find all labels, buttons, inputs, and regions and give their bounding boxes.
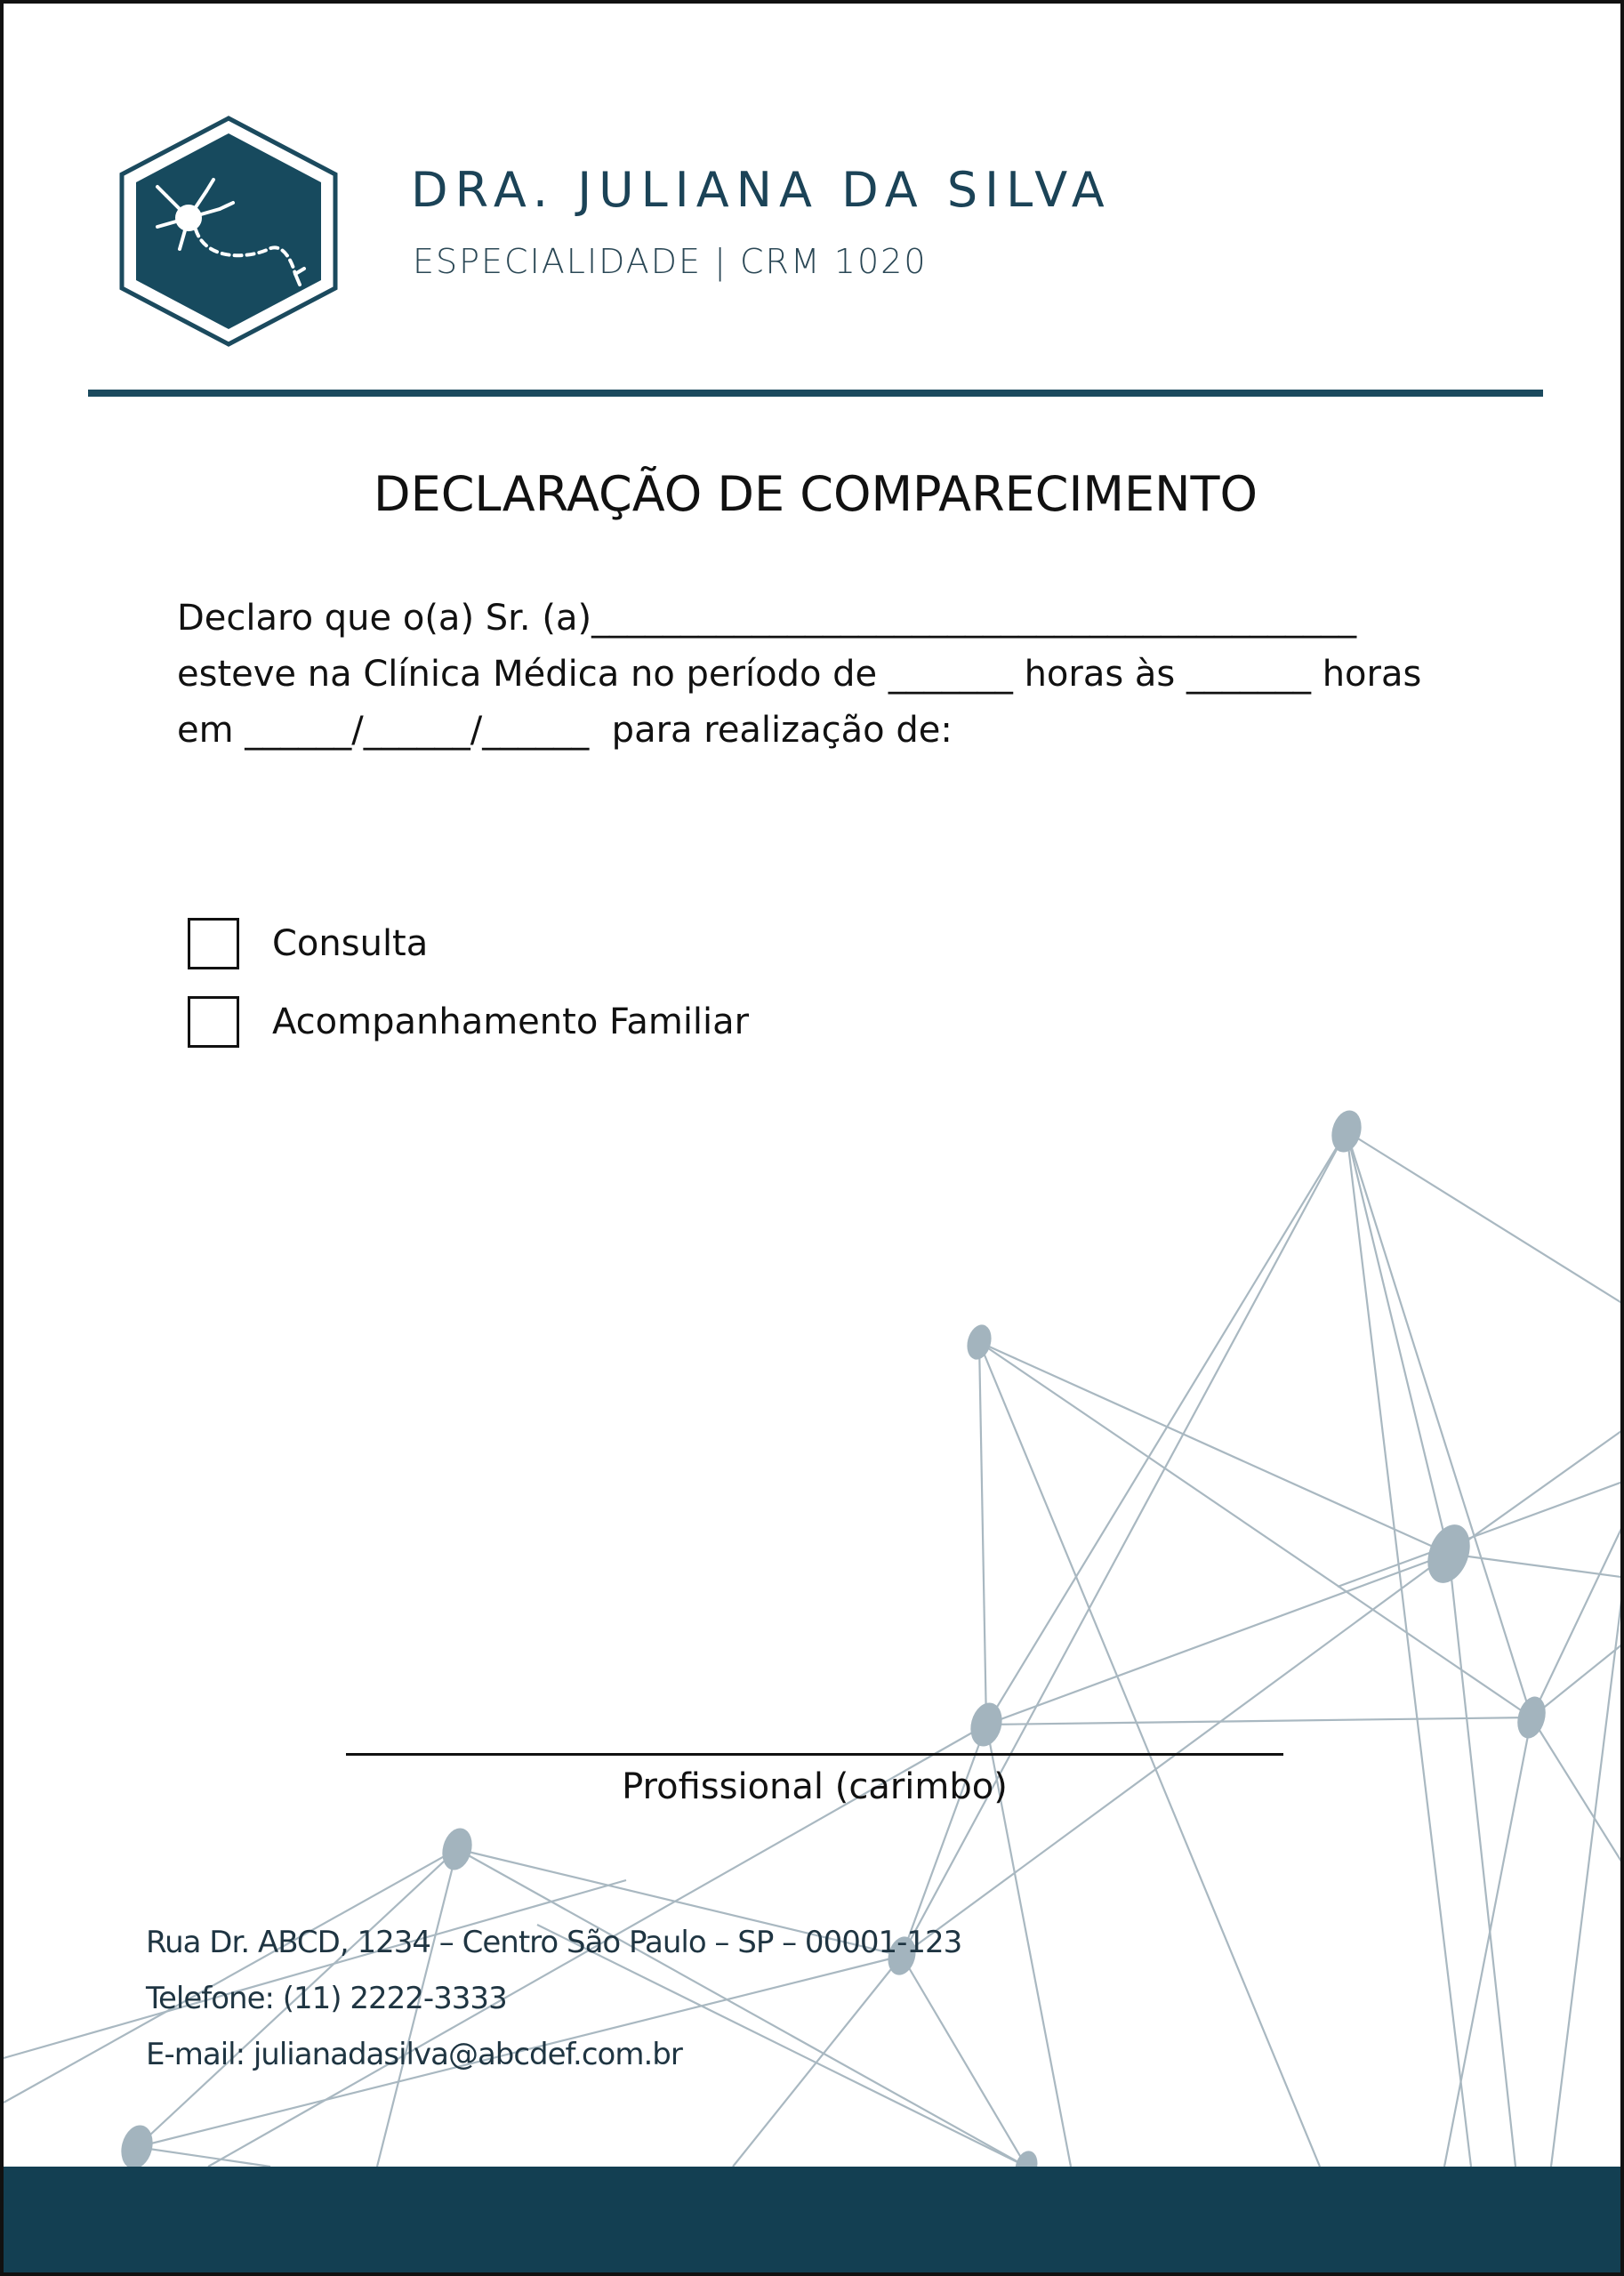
acompanhamento-checkbox[interactable] xyxy=(188,996,239,1048)
doctor-name: DRA. JULIANA DA SILVA xyxy=(411,162,1112,218)
contact-email: E-mail: julianadasilva@abcdef.com.br xyxy=(146,2037,682,2072)
consulta-label: Consulta xyxy=(272,923,429,964)
neuron-logo-icon xyxy=(117,116,340,347)
declaration-line-3: em ______/______/______ para realização de: xyxy=(177,710,953,751)
header-divider xyxy=(88,390,1543,397)
contact-address: Rua Dr. ABCD, 1234 – Centro São Paulo – SP – 00001-123 xyxy=(146,1925,962,1960)
footer-band xyxy=(4,2167,1624,2276)
acompanhamento-label: Acompanhamento Familiar xyxy=(272,1001,750,1042)
specialty-crm: ESPECIALIDADE | CRM 1020 xyxy=(413,242,928,281)
signature-line xyxy=(346,1753,1283,1756)
signature-label: Profissional (carimbo) xyxy=(622,1766,1008,1807)
consulta-checkbox[interactable] xyxy=(188,918,239,969)
declaration-line-1: Declaro que o(a) Sr. (a)___________________________________________ xyxy=(177,598,1357,639)
contact-phone: Telefone: (11) 2222-3333 xyxy=(146,1981,507,2016)
declaration-line-2: esteve na Clínica Médica no período de _______ horas às _______ horas xyxy=(177,654,1422,695)
document-title: DECLARAÇÃO DE COMPARECIMENTO xyxy=(374,466,1258,522)
